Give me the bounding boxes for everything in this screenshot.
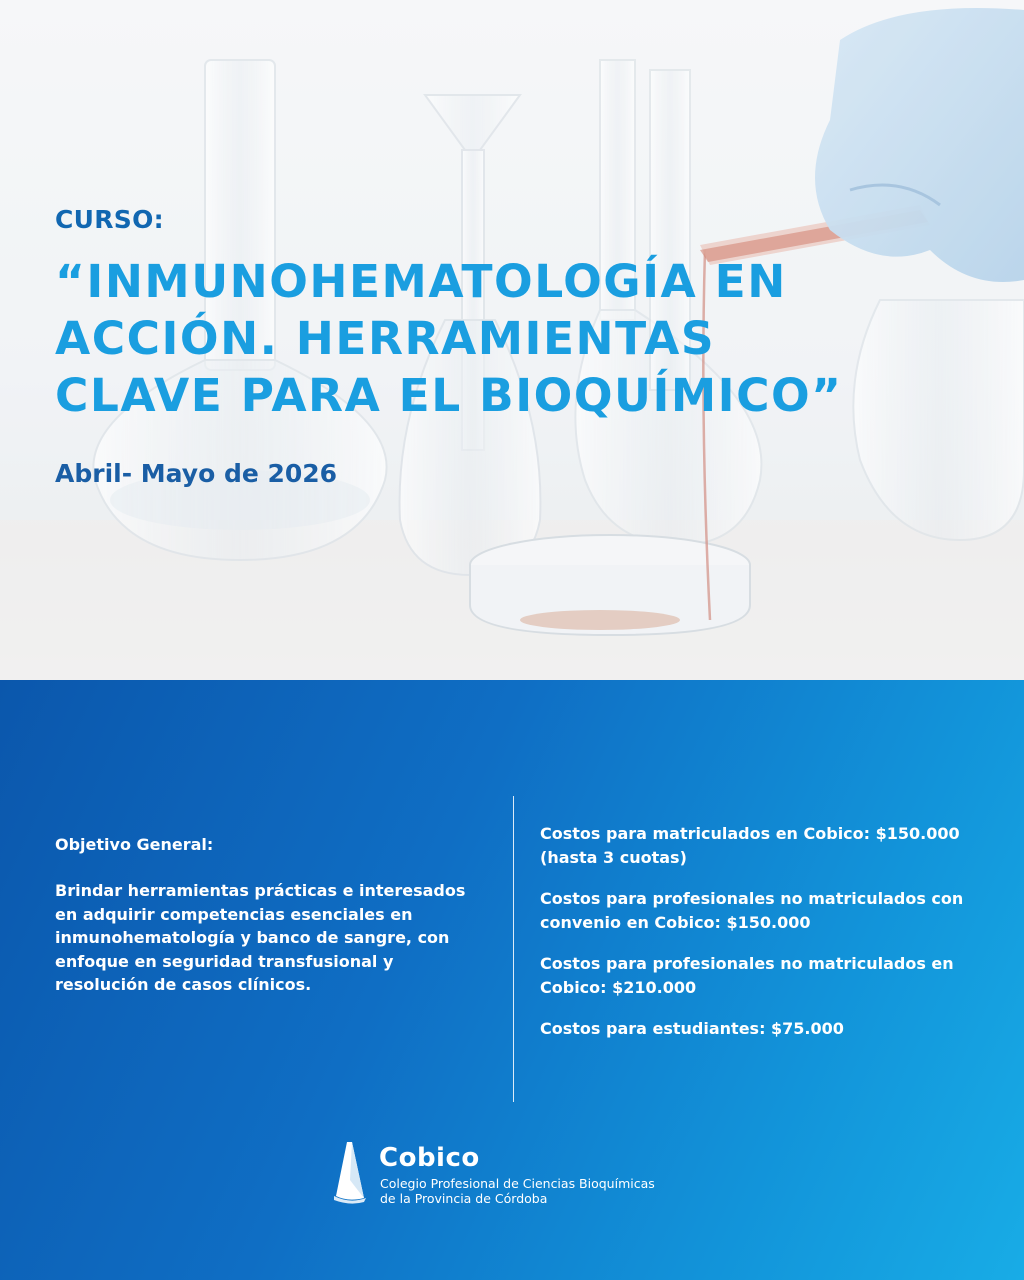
logo-subtitle-line: de la Provincia de Córdoba: [380, 1191, 548, 1206]
info-panel: [0, 680, 1024, 1280]
cost-item: [540, 1017, 980, 1041]
cobico-logo: [330, 1140, 710, 1210]
cost-item: [540, 822, 980, 869]
course-kicker: CURSO:: [55, 205, 164, 234]
column-divider: [513, 796, 514, 1102]
cost-line: Costos para estudiantes: $75.000: [540, 1019, 844, 1038]
cost-item: [540, 887, 980, 934]
objective-text: Brindar herramientas prácticas e interesados en adquirir competencias esenciales en inmunohematología y banco de sangre, con enfoque en seguridad transfusional y resolución de casos clínicos.: [55, 881, 466, 994]
cost-line: Costos para profesionales no matriculados con: [540, 889, 964, 908]
course-title-line: “INMUNOHEMATOLOGÍA EN: [55, 255, 787, 308]
cobico-logo-mark-icon: [330, 1140, 370, 1204]
cost-line: Costos para profesionales no matriculados en: [540, 954, 954, 973]
cost-line: (hasta 3 cuotas): [540, 847, 687, 867]
cost-item: [540, 952, 980, 999]
objective-heading: Objetivo General:: [55, 835, 214, 854]
cost-line: Cobico: $210.000: [540, 977, 697, 997]
logo-name: Cobico: [379, 1143, 480, 1173]
logo-subtitle-line: Colegio Profesional de Ciencias Bioquímicas: [380, 1176, 655, 1191]
course-dates: Abril- Mayo de 2026: [55, 459, 338, 488]
course-title-line: CLAVE PARA EL BIOQUÍMICO”: [55, 369, 843, 422]
course-title-line: ACCIÓN. HERRAMIENTAS: [55, 312, 716, 365]
cost-line: Costos para matriculados en Cobico: $150.000: [540, 824, 960, 843]
logo-subtitle: [380, 1176, 655, 1206]
costs-list: [540, 822, 980, 1059]
course-title: [55, 253, 995, 424]
cost-line: convenio en Cobico: $150.000: [540, 912, 811, 932]
